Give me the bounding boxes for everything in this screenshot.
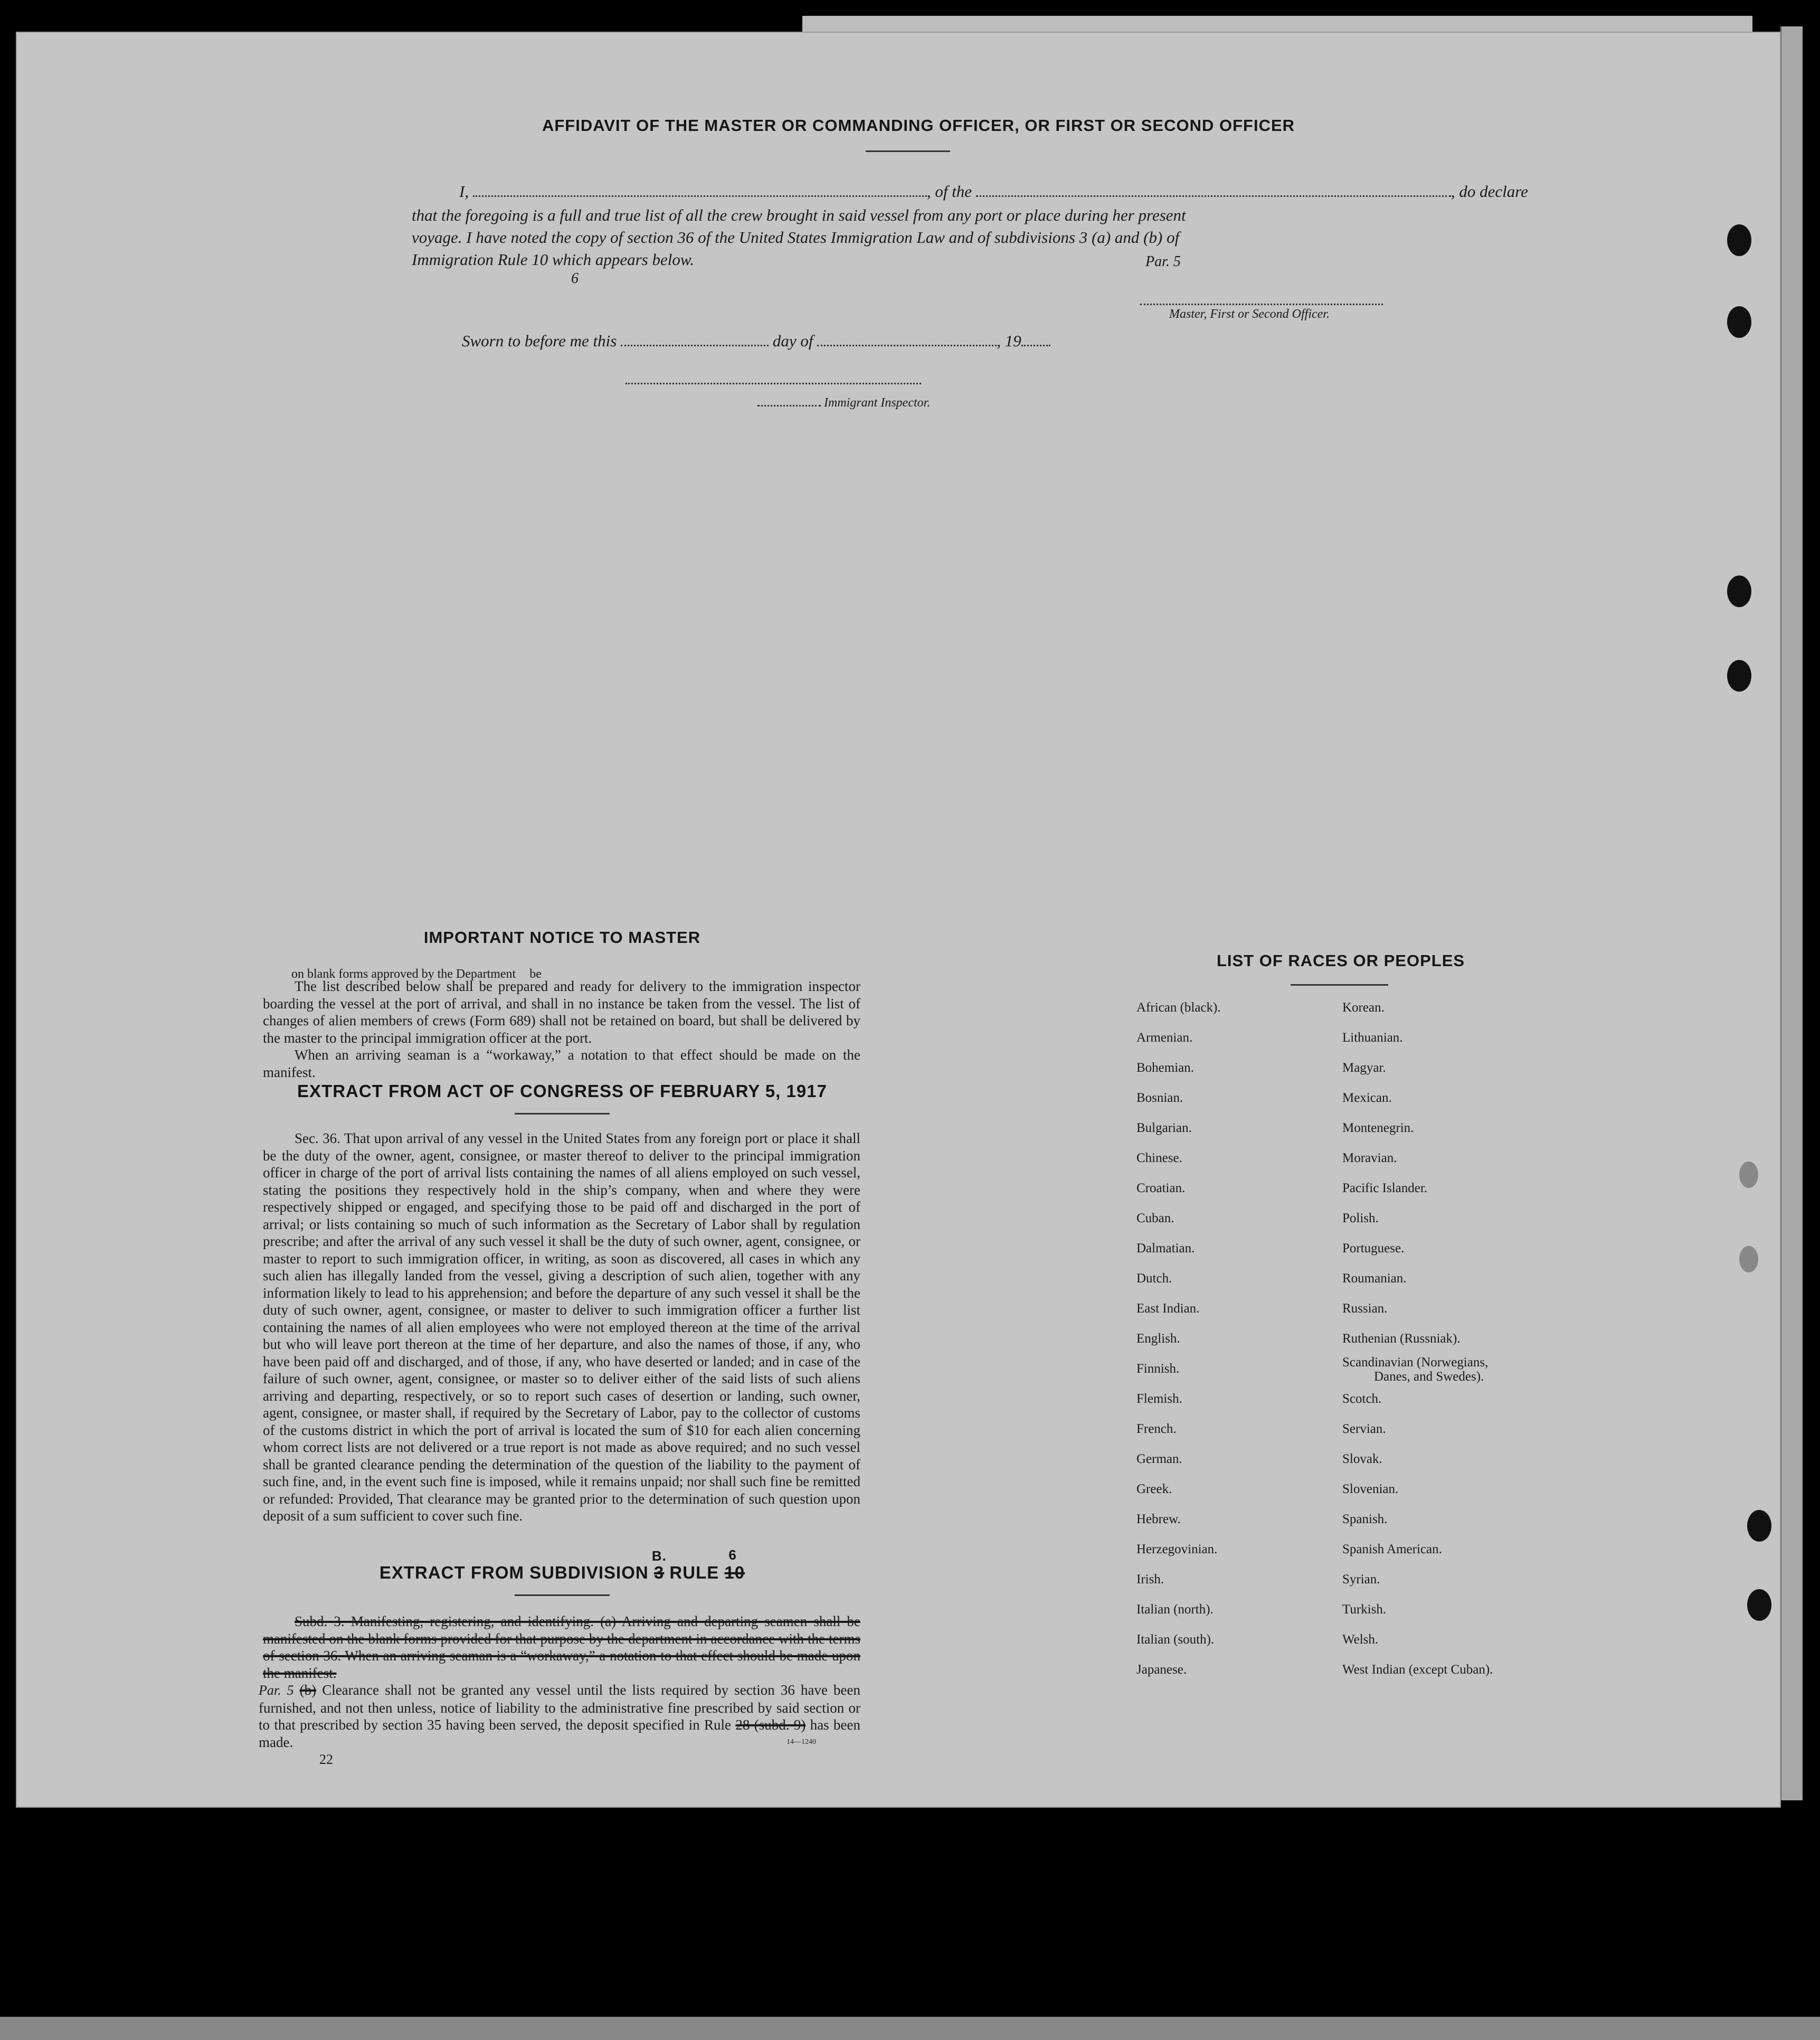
handwritten-par-5: Par. 5 bbox=[1145, 253, 1181, 270]
race-item: Portuguese. bbox=[1342, 1241, 1405, 1255]
declaration-line-1 bbox=[459, 182, 1528, 201]
race-item: Flemish. bbox=[1136, 1392, 1182, 1406]
race-item: Cuban. bbox=[1136, 1211, 1174, 1225]
race-item: West Indian (except Cuban). bbox=[1342, 1663, 1493, 1677]
notice-paragraph-2: When an arriving seaman is a “workaway,” a notation to that effect should be made on the manifest. bbox=[263, 1047, 860, 1080]
rule-number-struck: 10 bbox=[724, 1563, 745, 1582]
race-item: Scandinavian (Norwegians, bbox=[1342, 1355, 1489, 1370]
race-item: Polish. bbox=[1342, 1211, 1379, 1225]
race-item: Slovenian. bbox=[1342, 1482, 1399, 1496]
race-item: Dalmatian. bbox=[1136, 1241, 1195, 1255]
race-item: Herzegovinian. bbox=[1136, 1542, 1218, 1556]
race-item: Spanish American. bbox=[1342, 1542, 1442, 1556]
race-item: French. bbox=[1136, 1422, 1177, 1436]
of-the-label: , of the bbox=[926, 182, 972, 201]
rule-extract-title bbox=[264, 1547, 860, 1583]
race-item: Welsh. bbox=[1342, 1632, 1379, 1647]
races-title: LIST OF RACES OR PEOPLES bbox=[1216, 951, 1465, 970]
race-item: Dutch. bbox=[1136, 1271, 1172, 1286]
race-item: Roumanian. bbox=[1342, 1271, 1407, 1286]
punch-hole bbox=[1727, 660, 1751, 692]
race-item: Slovak. bbox=[1342, 1452, 1382, 1466]
race-item: Italian (north). bbox=[1136, 1602, 1214, 1617]
notice-title: IMPORTANT NOTICE TO MASTER bbox=[423, 928, 701, 947]
rule-extract-prefix: EXTRACT FROM SUBDIVISION bbox=[379, 1563, 649, 1582]
sworn-year-blank[interactable] bbox=[1021, 345, 1050, 346]
year-label: , 19 bbox=[997, 332, 1021, 350]
inspector-signature-line[interactable] bbox=[625, 383, 921, 384]
handwritten-rule-6: 6 bbox=[571, 270, 579, 287]
race-item: East Indian. bbox=[1136, 1301, 1200, 1316]
declaration-line-4: Immigration Rule 10 which appears below. bbox=[412, 250, 694, 269]
master-signature-label: Master, First or Second Officer. bbox=[1169, 307, 1330, 321]
punch-hole bbox=[1727, 224, 1751, 256]
punch-hole bbox=[1727, 575, 1751, 607]
title-rule bbox=[866, 150, 950, 152]
punch-hole bbox=[1739, 1246, 1758, 1272]
race-item: Moravian. bbox=[1342, 1151, 1397, 1165]
race-item: Hebrew. bbox=[1136, 1512, 1181, 1526]
punch-hole bbox=[1739, 1161, 1758, 1188]
race-item: Bohemian. bbox=[1136, 1061, 1195, 1075]
race-item: Italian (south). bbox=[1136, 1632, 1215, 1647]
race-item: Japanese. bbox=[1136, 1663, 1187, 1677]
race-item: Lithuanian. bbox=[1342, 1031, 1403, 1045]
race-item: Servian. bbox=[1342, 1422, 1386, 1436]
race-item: Montenegrin. bbox=[1342, 1121, 1414, 1135]
rule-label: RULE bbox=[669, 1563, 719, 1582]
race-item: German. bbox=[1136, 1452, 1182, 1466]
clearance-text-a: Clearance shall not be granted any vessel until the lists required by section 36 have been furnished, and not then unless, notice of liability to the administrative fine prescribed by said section or to that prescribed by section 35 having been served, the deposit specified in Rule bbox=[259, 1682, 861, 1733]
inspector-blank bbox=[757, 405, 821, 407]
do-declare-label: , do declare bbox=[1451, 182, 1528, 201]
section-36-text: Sec. 36. That upon arrival of any vessel in the United States from any foreign port or place it shall be the duty of the owner, agent, consignee, or master thereof to deliver to the principal immigration officer in charge of the port of arrival lists containing the names of all aliens employed on such vessel, stating the positions they respectively hold in the ship’s company, when and where they were respectively shipped or engaged, and specifying those to be paid off and discharged in the port of arrival; or lists containing so much of such information as the Secretary of Labor shall by regulation prescribe; and after the arrival of any such vessel it shall be the duty of such owner, agent, consignee, or master to report to such immigration officer, in writing, as soon as discovered, all cases in which any such alien has illegally landed from the vessel, giving a description of such alien, together with any information likely to lead to his apprehension; and before the departure of any such vessel it shall be the duty of such owner, agent, consignee, or master to deliver to such immigration officer a further list containing the names of all alien employees who were not employed thereon at the time of the arrival but who will leave port thereon at the time of her departure, and also the names of those, if any, who have been paid off and discharged, and of those, if any, who have deserted or landed; and in case of the failure of such owner, agent, consignee, or master so to deliver either of the said lists of such aliens arriving and departing, respectively, or so to report such cases of desertion or landing, such owner, agent, consignee, or master shall, if required by the Secretary of Labor, pay to the collector of customs of the customs district in which the port of arrival is located the sum of $10 for each alien concerning whom correct lists are not delivered or a true report is not made as above required; and no such vessel shall be granted clearance pending the determination of the question of the liability to the payment of such fine, and, in the event such fine is imposed, while it remains unpaid; nor shall such fine be remitted or refunded: Provided, That clearance may be granted prior to the determination of such question upon deposit of a sum sufficient to cover such fine. bbox=[263, 1130, 860, 1524]
race-item: Ruthenian (Russniak). bbox=[1342, 1331, 1461, 1346]
race-item: Bosnian. bbox=[1136, 1091, 1183, 1105]
punch-hole bbox=[1727, 306, 1751, 338]
race-item: English. bbox=[1136, 1331, 1180, 1346]
race-item-continuation: Danes, and Swedes). bbox=[1374, 1370, 1484, 1384]
clearance-paragraph bbox=[259, 1682, 860, 1751]
race-item: Finnish. bbox=[1136, 1362, 1180, 1376]
scan-bottom-strip bbox=[0, 2017, 1820, 2040]
race-item: Greek. bbox=[1136, 1482, 1172, 1496]
race-item: Pacific Islander. bbox=[1342, 1181, 1428, 1195]
declaration-line-3: voyage. I have noted the copy of section 36 of the United States Immigration Law and of subdivisions 3 (a) and (b) of bbox=[412, 228, 1180, 247]
race-item: Russian. bbox=[1342, 1301, 1388, 1316]
rule-number-handwritten: 6 bbox=[728, 1547, 737, 1563]
subdivision-struck-text: Subd. 3. Manifesting, registering, and identifying. (a) Arriving and departing seamen shall be manifested on the blank forms provided for that purpose by the department in accordance with the terms of section 36. When an arriving seaman is a “workaway,” a notation to that effect should be made upon the manifest. bbox=[263, 1613, 860, 1681]
sworn-line bbox=[462, 332, 1050, 351]
punch-hole bbox=[1747, 1589, 1771, 1621]
name-blank[interactable] bbox=[473, 195, 927, 197]
race-item: Syrian. bbox=[1342, 1572, 1380, 1586]
race-item: Croatian. bbox=[1136, 1181, 1186, 1195]
subdivision-handwritten: B. bbox=[651, 1548, 667, 1564]
day-of-label: day of bbox=[772, 332, 813, 350]
race-item: Turkish. bbox=[1342, 1602, 1387, 1617]
notice-insert-be: be bbox=[529, 967, 542, 981]
sworn-month-blank[interactable] bbox=[817, 345, 997, 346]
act-extract-title: EXTRACT FROM ACT OF CONGRESS OF FEBRUARY 5, 1917 bbox=[297, 1081, 827, 1101]
clearance-text-b: has been made. bbox=[259, 1717, 861, 1750]
i-label: I, bbox=[459, 182, 469, 201]
page-number: 22 bbox=[319, 1752, 333, 1767]
race-item: Scotch. bbox=[1342, 1392, 1382, 1406]
race-item: Spanish. bbox=[1342, 1512, 1388, 1526]
race-item: Korean. bbox=[1342, 1000, 1385, 1015]
form-number: 14—1240 bbox=[786, 1738, 816, 1746]
rule-ref-struck: 28 (subd. 9) bbox=[735, 1717, 806, 1733]
race-item: Armenian. bbox=[1136, 1031, 1193, 1045]
race-item: Magyar. bbox=[1342, 1061, 1386, 1075]
master-signature-line[interactable] bbox=[1140, 304, 1383, 305]
act-title-rule bbox=[515, 1113, 610, 1115]
race-item: Chinese. bbox=[1136, 1151, 1182, 1165]
notice-insert-text: on blank forms approved by the Department bbox=[291, 967, 516, 981]
race-item: African (black). bbox=[1136, 1000, 1221, 1015]
b-struck: (b) bbox=[299, 1682, 317, 1698]
rule-title-rule bbox=[515, 1594, 610, 1596]
par-5-handwritten: Par. 5 bbox=[259, 1683, 294, 1698]
inspector-line bbox=[757, 396, 930, 410]
punch-hole bbox=[1747, 1510, 1771, 1542]
affidavit-title: AFFIDAVIT OF THE MASTER OR COMMANDING OFFICER, OR FIRST OR SECOND OFFICER bbox=[542, 116, 1295, 135]
notice-paragraph-1: The list described below shall be prepared and ready for delivery to the immigration inspector boarding the vessel at the port of arrival, and shall in no instance be taken from the vessel. The list of changes of alien members of crews (Form 689) shall not be retained on board, but shall be delivered by the master to the principal immigration officer at the port. bbox=[263, 978, 860, 1046]
inspector-label: Immigrant Inspector. bbox=[824, 396, 931, 410]
race-item: Bulgarian. bbox=[1136, 1121, 1192, 1135]
declaration-line-2: that the foregoing is a full and true list of all the crew brought in said vessel from any port or place during her present bbox=[412, 206, 1186, 224]
race-item: Irish. bbox=[1136, 1572, 1164, 1586]
sworn-day-blank[interactable] bbox=[621, 345, 769, 346]
document-page bbox=[16, 32, 1781, 1808]
subdivision-struck: 3 bbox=[653, 1563, 665, 1582]
vessel-blank[interactable] bbox=[976, 195, 1451, 197]
race-item: Mexican. bbox=[1342, 1091, 1392, 1105]
races-title-rule bbox=[1291, 984, 1388, 986]
sworn-label: Sworn to before me this bbox=[462, 332, 617, 350]
underlying-sheet-right bbox=[1780, 26, 1803, 1800]
